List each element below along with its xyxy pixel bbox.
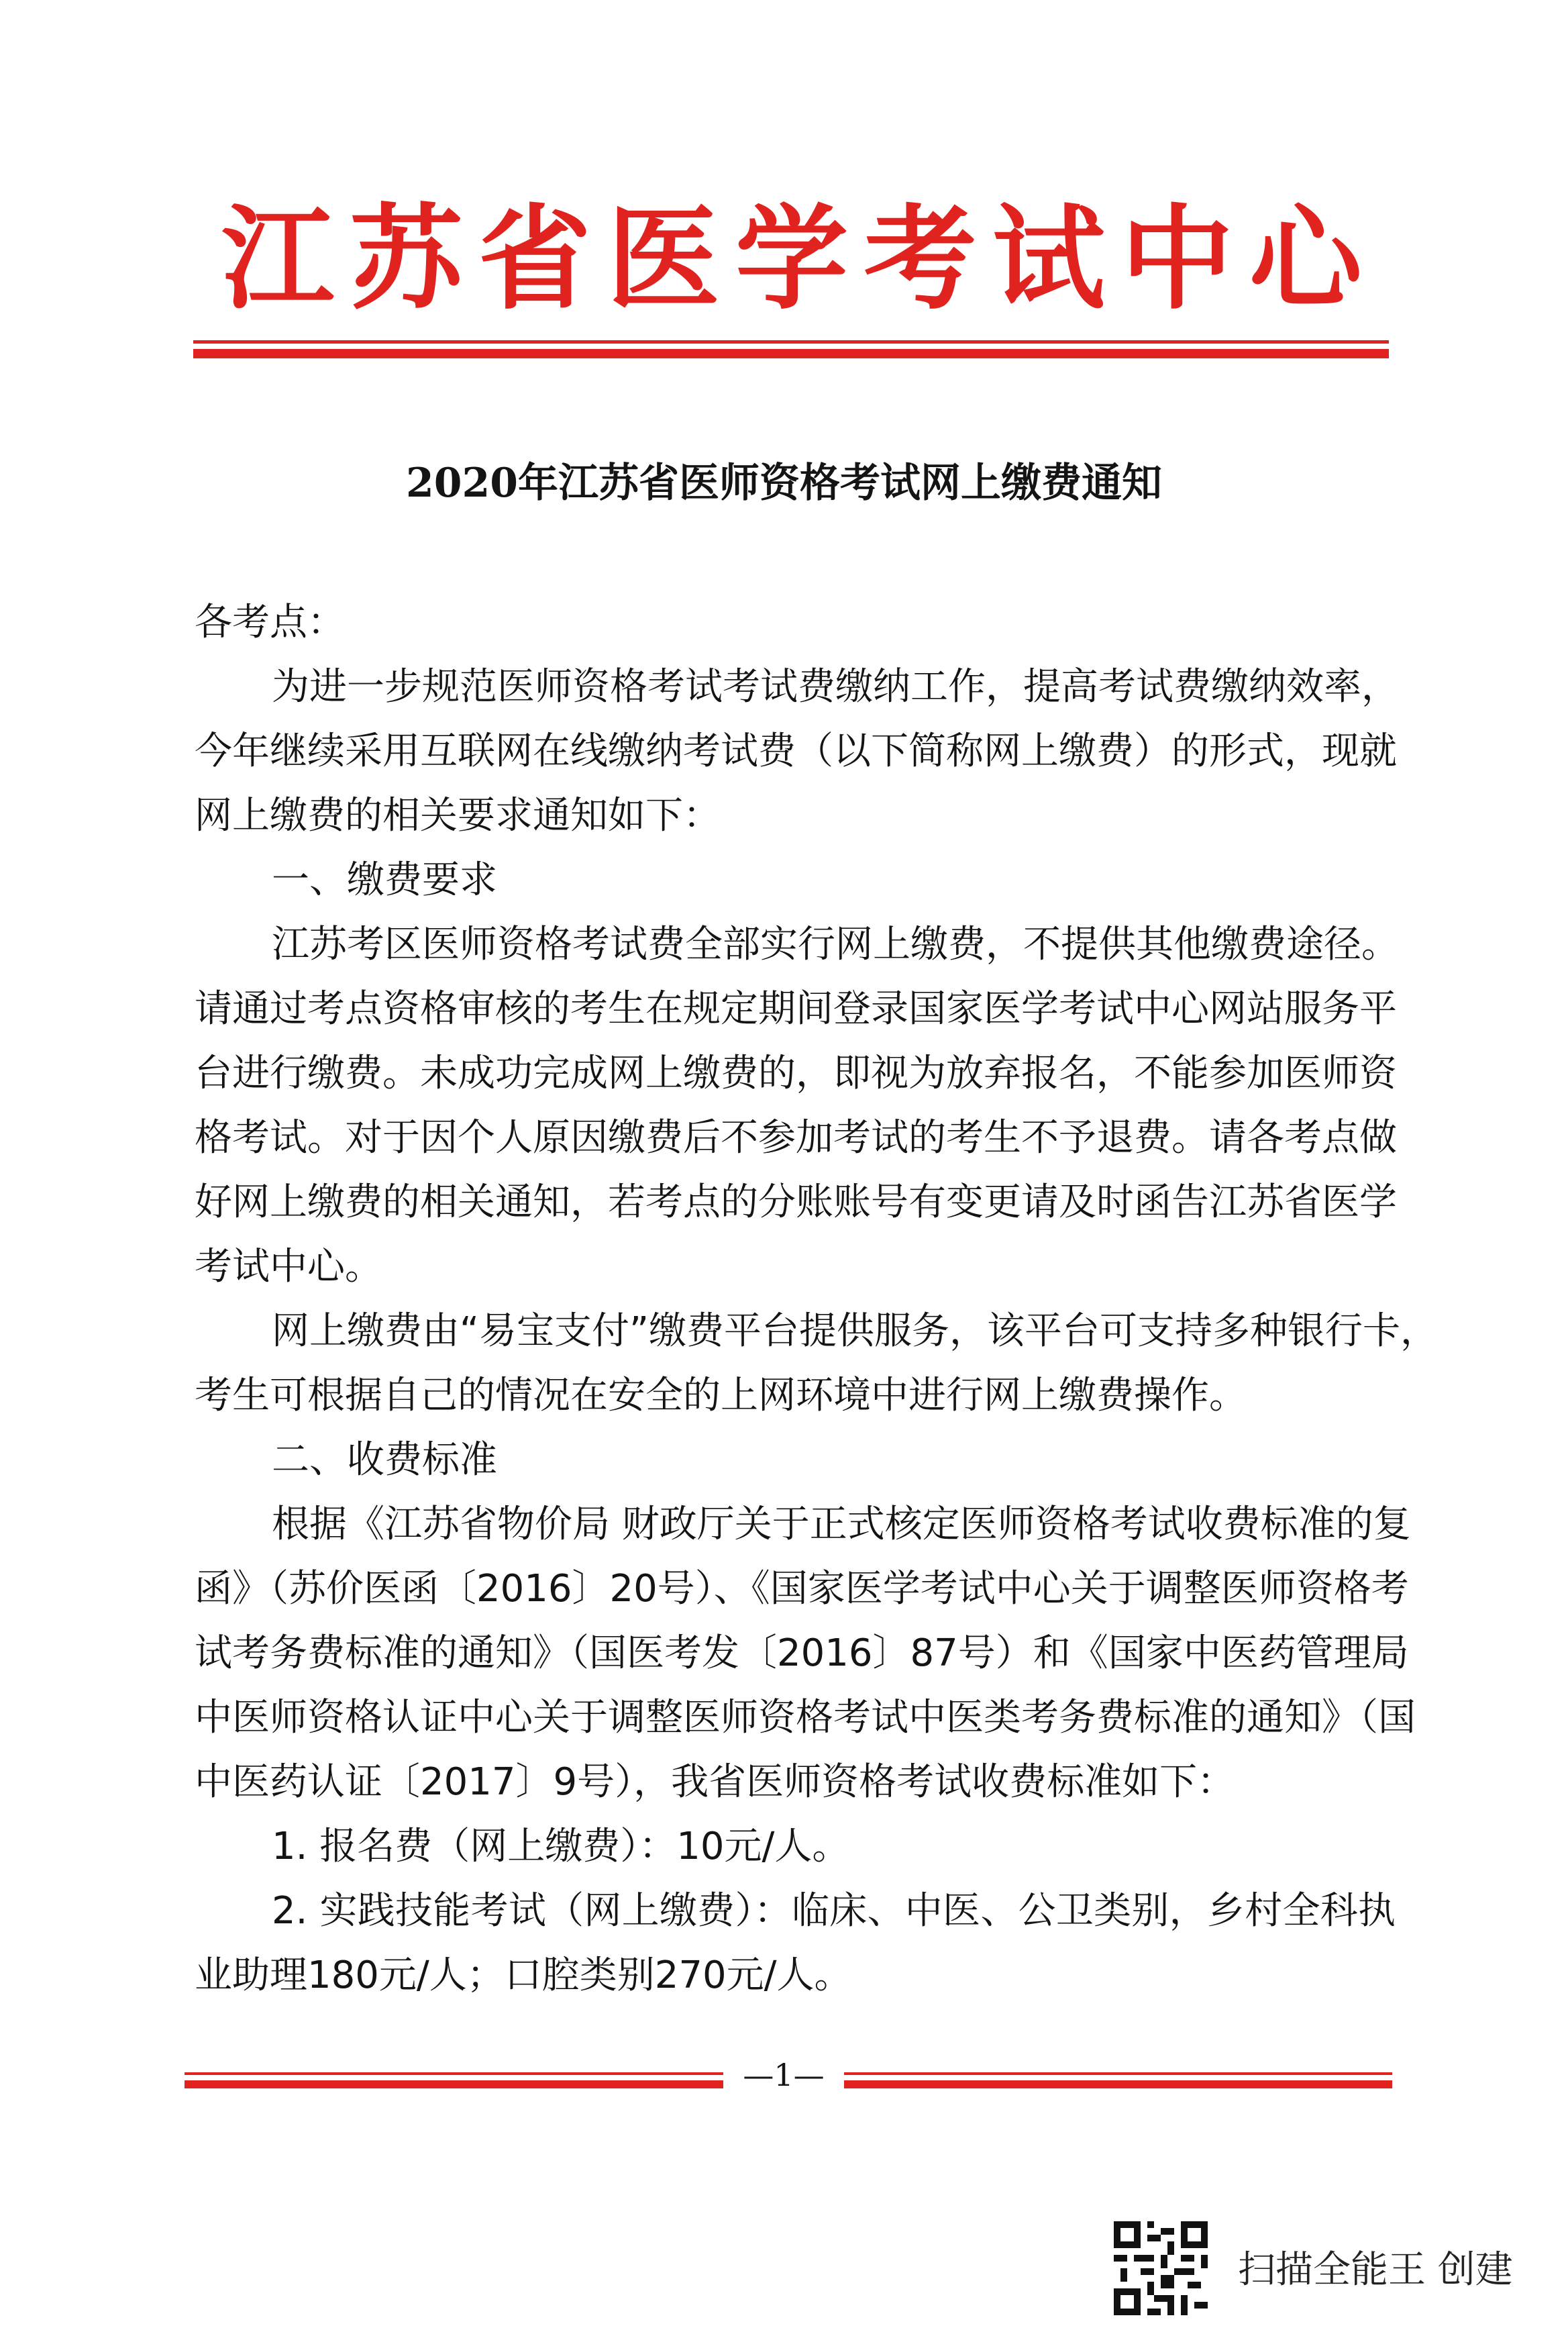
paragraph-line: 试考务费标准的通知》（国医考发〔2016〕87号）和《国家中医药管理局 — [195, 1631, 1409, 1675]
letterhead — [221, 191, 1362, 325]
letterhead-char: 苏 — [350, 192, 463, 325]
letterhead-char: 心 — [1249, 192, 1362, 325]
paragraph-line: 好网上缴费的相关通知，若考点的分账账号有变更请及时函告江苏省医学 — [195, 1180, 1397, 1224]
paragraph-line: 根据《江苏省物价局 财政厅关于正式核定医师资格考试收费标准的复 — [272, 1503, 1411, 1546]
list-item: 2. 实践技能考试（网上缴费）：临床、中医、公卫类别，乡村全科执 — [272, 1889, 1396, 1933]
paragraph-line: 请通过考点资格审核的考生在规定期间登录国家医学考试中心网站服务平 — [195, 987, 1397, 1031]
paragraph-line: 考试中心。 — [195, 1245, 382, 1288]
scanner-watermark: 扫描全能王 创建 — [1238, 2248, 1513, 2292]
paragraph-line: 函》（苏价医函〔2016〕20号）、《国家医学考试中心关于调整医师资格考 — [195, 1567, 1409, 1611]
paragraph-line: 网上缴费由“易宝支付”缴费平台提供服务，该平台可支持多种银行卡， — [272, 1309, 1439, 1353]
letterhead-char: 省 — [478, 192, 591, 325]
intro-line: 网上缴费的相关要求通知如下： — [195, 794, 721, 838]
section-heading: 二、收费标准 — [272, 1438, 497, 1482]
list-item: 1. 报名费（网上缴费）：10元/人。 — [272, 1825, 850, 1868]
paragraph-line: 中医师资格认证中心关于调整医师资格考试中医类考务费标准的通知》（国 — [195, 1696, 1416, 1739]
intro-line: 今年继续采用互联网在线缴纳考试费（以下简称网上缴费）的形式，现就 — [195, 729, 1397, 773]
letterhead-char: 考 — [864, 192, 977, 325]
letterhead-char: 中 — [1120, 192, 1234, 325]
page-number: —1— — [723, 2055, 844, 2095]
paragraph-line: 考生可根据自己的情况在安全的上网环境中进行网上缴费操作。 — [195, 1374, 1247, 1417]
qr-code-icon — [1114, 2221, 1208, 2315]
letterhead-rule-thick — [193, 349, 1389, 358]
salutation: 各考点： — [195, 601, 345, 644]
paragraph-line: 江苏考区医师资格考试费全部实行网上缴费，不提供其他缴费途径。 — [272, 923, 1399, 966]
intro-line: 为进一步规范医师资格考试考试费缴纳工作，提高考试费缴纳效率， — [272, 665, 1399, 709]
letterhead-rule-thin — [193, 340, 1389, 344]
letterhead-char: 学 — [735, 192, 848, 325]
document-title: 2020年江苏省医师资格考试网上缴费通知 — [406, 460, 1162, 507]
paragraph-line: 台进行缴费。未成功完成网上缴费的，即视为放弃报名，不能参加医师资 — [195, 1052, 1397, 1095]
letterhead-char: 试 — [992, 192, 1105, 325]
letterhead-char: 江 — [221, 192, 334, 325]
letterhead-char: 医 — [607, 192, 720, 325]
paragraph-line: 格考试。对于因个人原因缴费后不参加考试的考生不予退费。请各考点做 — [195, 1116, 1397, 1160]
paragraph-line: 中医药认证〔2017〕9号），我省医师资格考试收费标准如下： — [195, 1760, 1235, 1804]
list-item: 业助理180元/人；口腔类别270元/人。 — [195, 1954, 852, 1997]
section-heading: 一、缴费要求 — [272, 858, 497, 902]
